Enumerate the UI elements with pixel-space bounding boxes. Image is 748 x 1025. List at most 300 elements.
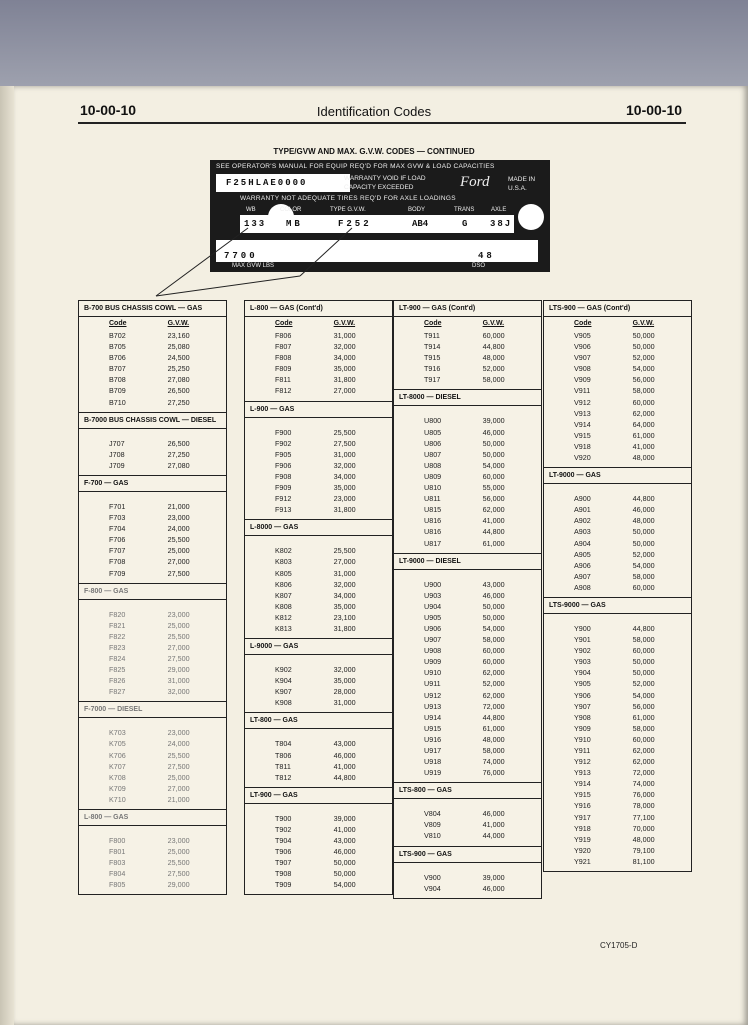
gvw-cell: 27,080 bbox=[167, 460, 190, 470]
gvw-cell: 24,000 bbox=[167, 739, 190, 749]
code-section bbox=[78, 476, 227, 584]
table-row bbox=[544, 385, 691, 396]
gvw-cell: 62,000 bbox=[632, 408, 655, 418]
gvw-cell: 52,000 bbox=[482, 364, 505, 374]
column-2 bbox=[244, 300, 393, 895]
label-max-gvw: MAX GVW LBS bbox=[232, 263, 275, 269]
table-row bbox=[544, 526, 691, 537]
gvw-cell: 56,000 bbox=[482, 494, 505, 504]
code-section bbox=[244, 520, 393, 639]
section-title: B-700 BUS CHASSIS COWL — GAS bbox=[79, 301, 226, 317]
code-cell: U816 bbox=[424, 527, 442, 537]
code-section bbox=[78, 413, 227, 476]
label-trans: TRANS bbox=[454, 207, 475, 213]
code-cell: T812 bbox=[275, 772, 292, 782]
table-row bbox=[544, 778, 691, 789]
gvw-column-header: G.V.W. bbox=[333, 320, 356, 327]
table-row bbox=[394, 460, 541, 471]
code-cell: V909 bbox=[574, 375, 591, 385]
code-section bbox=[78, 810, 227, 895]
value-color: MB bbox=[286, 219, 303, 229]
section-title: F-7000 — DIESEL bbox=[79, 702, 226, 718]
code-cell: B710 bbox=[109, 397, 126, 407]
code-section bbox=[393, 390, 542, 553]
code-cell: U912 bbox=[424, 690, 442, 700]
gvw-cell: 41,000 bbox=[333, 824, 356, 834]
table-row bbox=[394, 601, 541, 612]
gvw-cell: 25,500 bbox=[333, 427, 356, 437]
table-row bbox=[79, 330, 226, 341]
gvw-cell: 32,000 bbox=[333, 460, 356, 470]
code-cell: B706 bbox=[109, 353, 126, 363]
table-row bbox=[245, 330, 392, 341]
table-row bbox=[544, 645, 691, 656]
value-type-gvw: F252 bbox=[338, 219, 372, 229]
code-cell: U906 bbox=[424, 623, 442, 633]
code-cell: K708 bbox=[109, 772, 126, 782]
gvw-cell: 58,000 bbox=[632, 635, 655, 645]
table-row bbox=[79, 438, 226, 449]
table-row bbox=[544, 745, 691, 756]
table-row bbox=[245, 675, 392, 686]
table-row bbox=[245, 493, 392, 504]
code-cell: K812 bbox=[275, 612, 292, 622]
code-cell: F701 bbox=[109, 501, 126, 511]
code-section bbox=[393, 847, 542, 899]
table-row bbox=[544, 856, 691, 867]
gvw-cell: 24,000 bbox=[167, 524, 190, 534]
gvw-cell: 27,000 bbox=[333, 557, 356, 567]
section-title: F-700 — GAS bbox=[79, 476, 226, 492]
gvw-cell: 26,500 bbox=[167, 386, 190, 396]
table-row bbox=[394, 883, 541, 894]
table-row bbox=[544, 756, 691, 767]
table-row bbox=[394, 363, 541, 374]
gvw-cell: 44,000 bbox=[482, 831, 505, 841]
section-title: L-8000 — GAS bbox=[245, 520, 392, 536]
code-cell: V908 bbox=[574, 364, 591, 374]
code-cell: U808 bbox=[424, 460, 442, 470]
gvw-column-header: G.V.W. bbox=[167, 320, 190, 327]
code-cell: T900 bbox=[275, 813, 292, 823]
callout-line-right bbox=[300, 228, 352, 276]
table-row bbox=[394, 623, 541, 634]
table-row bbox=[245, 438, 392, 449]
table-row bbox=[79, 664, 226, 675]
code-cell: A907 bbox=[574, 571, 591, 581]
gvw-cell: 50,000 bbox=[632, 342, 655, 352]
code-cell: K808 bbox=[275, 601, 292, 611]
table-row bbox=[79, 772, 226, 783]
gvw-cell: 52,000 bbox=[632, 679, 655, 689]
gvw-cell: 60,000 bbox=[482, 657, 505, 667]
gvw-cell: 50,000 bbox=[632, 657, 655, 667]
gvw-cell: 60,000 bbox=[632, 397, 655, 407]
table-row bbox=[544, 452, 691, 463]
section-title: LT-8000 — DIESEL bbox=[394, 390, 541, 406]
code-cell: T806 bbox=[275, 750, 292, 760]
code-cell: B709 bbox=[109, 386, 126, 396]
code-cell: V804 bbox=[424, 809, 441, 819]
section-subtitle: TYPE/GVW AND MAX. G.V.W. CODES — CONTINUED bbox=[273, 147, 475, 156]
code-cell: U915 bbox=[424, 723, 442, 733]
code-cell: U917 bbox=[424, 746, 442, 755]
gvw-cell: 21,000 bbox=[167, 501, 190, 511]
table-row bbox=[544, 800, 691, 811]
table-row bbox=[394, 830, 541, 841]
code-section bbox=[78, 702, 227, 810]
code-cell: F912 bbox=[275, 494, 292, 504]
code-cell: K907 bbox=[275, 687, 292, 697]
table-row bbox=[245, 846, 392, 857]
gvw-cell: 25,000 bbox=[167, 620, 190, 630]
gvw-cell: 54,000 bbox=[632, 690, 655, 700]
gvw-cell: 34,000 bbox=[333, 353, 356, 363]
code-cell: F823 bbox=[109, 642, 126, 652]
code-cell: F906 bbox=[275, 460, 292, 470]
table-row bbox=[79, 879, 226, 890]
code-cell: A902 bbox=[574, 516, 591, 526]
gvw-cell: 23,000 bbox=[167, 836, 190, 845]
table-row bbox=[245, 623, 392, 634]
gvw-cell: 39,000 bbox=[482, 872, 505, 882]
gvw-cell: 54,000 bbox=[632, 364, 655, 374]
plate-serial: F25HLAE0000 bbox=[216, 174, 350, 192]
code-section bbox=[244, 402, 393, 521]
code-cell: T916 bbox=[424, 364, 441, 374]
gvw-cell: 27,500 bbox=[167, 869, 190, 879]
code-cell: A906 bbox=[574, 560, 591, 570]
code-cell: A904 bbox=[574, 538, 591, 548]
code-cell: F812 bbox=[275, 386, 292, 396]
code-cell: F706 bbox=[109, 535, 126, 545]
table-row bbox=[394, 745, 541, 756]
gvw-cell: 50,000 bbox=[632, 331, 655, 340]
gvw-cell: 25,500 bbox=[167, 535, 190, 545]
gvw-cell: 25,000 bbox=[167, 546, 190, 556]
gvw-cell: 54,000 bbox=[632, 560, 655, 570]
gvw-cell: 61,000 bbox=[632, 712, 655, 722]
gvw-cell: 25,080 bbox=[167, 342, 190, 352]
code-cell: V905 bbox=[574, 331, 591, 340]
code-cell: T904 bbox=[275, 836, 292, 845]
code-cell: Y914 bbox=[574, 779, 591, 789]
section-title: LTS-9000 — GAS bbox=[544, 598, 691, 614]
table-row bbox=[79, 653, 226, 664]
code-section bbox=[244, 300, 393, 402]
page-title: Identification Codes bbox=[316, 104, 432, 119]
table-row bbox=[245, 374, 392, 385]
gvw-cell: 26,500 bbox=[167, 438, 190, 448]
code-cell: Y908 bbox=[574, 712, 591, 722]
code-cell: U810 bbox=[424, 483, 442, 493]
gvw-cell: 23,000 bbox=[167, 609, 190, 619]
gvw-cell: 79,100 bbox=[632, 845, 655, 855]
gvw-cell: 60,000 bbox=[482, 646, 505, 656]
gvw-cell: 32,000 bbox=[333, 342, 356, 352]
code-section bbox=[393, 783, 542, 846]
code-cell: V920 bbox=[574, 453, 591, 463]
code-cell: F822 bbox=[109, 631, 126, 641]
gvw-cell: 23,000 bbox=[333, 494, 356, 504]
label-wb: WB bbox=[246, 207, 256, 213]
table-row bbox=[245, 579, 392, 590]
gvw-cell: 74,000 bbox=[632, 779, 655, 789]
code-cell: F704 bbox=[109, 524, 126, 534]
table-row bbox=[79, 738, 226, 749]
table-row bbox=[245, 857, 392, 868]
table-row bbox=[544, 560, 691, 571]
gvw-cell: 31,000 bbox=[167, 676, 190, 686]
table-row bbox=[544, 330, 691, 341]
code-cell: Y913 bbox=[574, 768, 591, 778]
code-cell: K707 bbox=[109, 761, 126, 771]
table-row bbox=[544, 834, 691, 845]
gvw-cell: 58,000 bbox=[632, 386, 655, 396]
gvw-cell: 31,000 bbox=[333, 449, 356, 459]
gvw-cell: 25,500 bbox=[167, 631, 190, 641]
code-cell: V918 bbox=[574, 441, 591, 451]
table-row bbox=[544, 493, 691, 504]
code-cell: T811 bbox=[275, 761, 291, 771]
gvw-cell: 25,500 bbox=[167, 858, 190, 868]
gvw-cell: 44,800 bbox=[333, 772, 356, 782]
gvw-cell: 27,250 bbox=[167, 397, 190, 407]
gvw-cell: 50,000 bbox=[632, 538, 655, 548]
gvw-cell: 32,000 bbox=[333, 665, 356, 675]
gvw-cell: 27,500 bbox=[333, 438, 356, 448]
code-cell: U807 bbox=[424, 449, 442, 459]
code-cell: U914 bbox=[424, 712, 442, 722]
table-row bbox=[544, 441, 691, 452]
gvw-cell: 76,000 bbox=[482, 768, 505, 778]
code-cell: K805 bbox=[275, 568, 292, 578]
code-cell: F709 bbox=[109, 568, 126, 578]
code-cell: F908 bbox=[275, 471, 292, 481]
gvw-cell: 44,800 bbox=[482, 712, 505, 722]
table-row bbox=[394, 819, 541, 830]
gvw-cell: 27,000 bbox=[167, 557, 190, 567]
gvw-cell: 48,000 bbox=[632, 453, 655, 463]
code-cell: F805 bbox=[109, 880, 126, 890]
table-row bbox=[394, 590, 541, 601]
code-cell: Y921 bbox=[574, 856, 591, 866]
code-cell: B705 bbox=[109, 342, 126, 352]
gvw-cell: 52,000 bbox=[632, 353, 655, 363]
gvw-cell: 76,000 bbox=[632, 790, 655, 800]
table-row bbox=[394, 656, 541, 667]
code-cell: K902 bbox=[275, 665, 292, 675]
code-cell: U908 bbox=[424, 646, 442, 656]
code-column-header: Code bbox=[109, 320, 127, 327]
section-title: LTS-900 — GAS (Cont'd) bbox=[544, 301, 691, 317]
code-cell: T914 bbox=[424, 342, 441, 352]
gvw-cell: 25,500 bbox=[333, 546, 356, 556]
table-row bbox=[79, 620, 226, 631]
table-row bbox=[394, 374, 541, 385]
gvw-cell: 46,000 bbox=[333, 750, 356, 760]
table-row bbox=[394, 515, 541, 526]
code-cell: V900 bbox=[424, 872, 441, 882]
code-cell: Y915 bbox=[574, 790, 591, 800]
gvw-cell: 31,800 bbox=[333, 505, 356, 515]
gvw-cell: 78,000 bbox=[632, 801, 655, 811]
code-cell: A900 bbox=[574, 494, 591, 504]
table-row bbox=[79, 556, 226, 567]
code-section bbox=[543, 598, 692, 872]
code-cell: K802 bbox=[275, 546, 292, 556]
gvw-cell: 31,000 bbox=[333, 698, 356, 708]
gvw-cell: 27,250 bbox=[167, 449, 190, 459]
table-row bbox=[79, 609, 226, 620]
section-title: L-800 — GAS (Cont'd) bbox=[245, 301, 392, 317]
table-header bbox=[394, 320, 541, 327]
table-row bbox=[544, 363, 691, 374]
code-cell: F909 bbox=[275, 483, 292, 493]
section-title: L-800 — GAS bbox=[79, 810, 226, 826]
gvw-column-header: G.V.W. bbox=[482, 320, 505, 327]
code-cell: F902 bbox=[275, 438, 292, 448]
gvw-cell: 62,000 bbox=[632, 746, 655, 755]
gvw-cell: 23,100 bbox=[333, 612, 356, 622]
code-cell: T804 bbox=[275, 739, 292, 749]
table-row bbox=[544, 538, 691, 549]
table-row bbox=[394, 645, 541, 656]
code-cell: Y920 bbox=[574, 845, 591, 855]
gvw-cell: 29,000 bbox=[167, 880, 190, 890]
gvw-cell: 62,000 bbox=[632, 757, 655, 767]
table-row bbox=[79, 374, 226, 385]
label-body: BODY bbox=[408, 207, 426, 213]
gvw-cell: 60,000 bbox=[482, 331, 505, 340]
table-row bbox=[245, 750, 392, 761]
code-cell: J707 bbox=[109, 438, 125, 448]
gvw-cell: 60,000 bbox=[632, 646, 655, 656]
gvw-cell: 70,000 bbox=[632, 823, 655, 833]
code-cell: F800 bbox=[109, 836, 126, 845]
table-row bbox=[79, 545, 226, 556]
code-cell: F804 bbox=[109, 869, 126, 879]
code-cell: F826 bbox=[109, 676, 126, 686]
gvw-cell: 56,000 bbox=[632, 375, 655, 385]
gvw-cell: 60,000 bbox=[632, 734, 655, 744]
table-row bbox=[544, 667, 691, 678]
table-row bbox=[245, 664, 392, 675]
code-cell: F803 bbox=[109, 858, 126, 868]
gvw-cell: 60,000 bbox=[632, 582, 655, 592]
table-row bbox=[245, 449, 392, 460]
gvw-cell: 61,000 bbox=[482, 538, 505, 548]
table-row bbox=[79, 750, 226, 761]
gvw-cell: 72,000 bbox=[632, 768, 655, 778]
table-row bbox=[394, 352, 541, 363]
code-cell: U903 bbox=[424, 590, 442, 600]
code-cell: F827 bbox=[109, 687, 126, 697]
code-cell: F809 bbox=[275, 364, 292, 374]
table-row bbox=[245, 824, 392, 835]
gvw-cell: 64,000 bbox=[632, 419, 655, 429]
gvw-cell: 52,000 bbox=[632, 549, 655, 559]
code-cell: F808 bbox=[275, 353, 292, 363]
table-row bbox=[245, 612, 392, 623]
section-title: L-900 — GAS bbox=[245, 402, 392, 418]
table-row bbox=[544, 845, 691, 856]
gvw-cell: 50,000 bbox=[632, 668, 655, 678]
code-cell: U919 bbox=[424, 768, 442, 778]
code-cell: F825 bbox=[109, 665, 126, 675]
code-cell: V810 bbox=[424, 831, 441, 841]
gvw-cell: 46,000 bbox=[632, 505, 655, 515]
code-cell: J708 bbox=[109, 449, 125, 459]
gvw-cell: 52,000 bbox=[482, 679, 505, 689]
plate-warranty: WARRANTY VOID IF LOAD CAPACITY EXCEEDED bbox=[344, 175, 426, 191]
gvw-cell: 54,000 bbox=[482, 460, 505, 470]
table-row bbox=[544, 723, 691, 734]
gvw-cell: 24,500 bbox=[167, 353, 190, 363]
gvw-cell: 39,000 bbox=[482, 416, 505, 426]
code-cell: K806 bbox=[275, 579, 292, 589]
table-row bbox=[79, 523, 226, 534]
table-header bbox=[79, 320, 226, 327]
code-cell: U806 bbox=[424, 438, 442, 448]
page-number-right: 10-00-10 bbox=[626, 102, 683, 118]
table-row bbox=[544, 515, 691, 526]
gvw-cell: 46,000 bbox=[482, 590, 505, 600]
table-row bbox=[245, 504, 392, 515]
code-cell: T909 bbox=[275, 880, 292, 890]
code-cell: K705 bbox=[109, 739, 126, 749]
code-cell: U816 bbox=[424, 516, 442, 526]
gvw-cell: 21,000 bbox=[167, 794, 190, 804]
gvw-cell: 23,000 bbox=[167, 728, 190, 738]
table-row bbox=[79, 846, 226, 857]
value-max-gvw: 7700 bbox=[224, 251, 258, 261]
table-row bbox=[79, 341, 226, 352]
gvw-cell: 74,000 bbox=[482, 757, 505, 767]
gvw-cell: 46,000 bbox=[482, 809, 505, 819]
code-cell: Y907 bbox=[574, 701, 591, 711]
gvw-cell: 61,000 bbox=[632, 430, 655, 440]
table-row bbox=[544, 504, 691, 515]
value-dso: 48 bbox=[478, 251, 495, 261]
gvw-cell: 41,000 bbox=[632, 441, 655, 451]
table-row bbox=[245, 686, 392, 697]
code-cell: A908 bbox=[574, 582, 591, 592]
value-axle: 38J bbox=[490, 219, 513, 229]
gvw-cell: 27,000 bbox=[167, 642, 190, 652]
gvw-cell: 48,000 bbox=[632, 516, 655, 526]
gvw-cell: 34,000 bbox=[333, 590, 356, 600]
code-cell: K813 bbox=[275, 623, 292, 633]
table-row bbox=[394, 723, 541, 734]
gvw-cell: 55,000 bbox=[482, 483, 505, 493]
table-row bbox=[79, 352, 226, 363]
code-section bbox=[393, 554, 542, 784]
table-row bbox=[394, 767, 541, 778]
callout-line-bottom bbox=[156, 276, 300, 296]
page-number-left: 10-00-10 bbox=[80, 102, 137, 118]
table-row bbox=[544, 549, 691, 560]
table-row bbox=[79, 363, 226, 374]
code-cell: F821 bbox=[109, 620, 126, 630]
code-section bbox=[393, 300, 542, 390]
code-cell: V915 bbox=[574, 430, 591, 440]
gvw-cell: 25,250 bbox=[167, 364, 190, 374]
code-cell: V913 bbox=[574, 408, 591, 418]
gvw-cell: 27,000 bbox=[333, 386, 356, 396]
table-row bbox=[544, 678, 691, 689]
code-cell: U909 bbox=[424, 657, 442, 667]
